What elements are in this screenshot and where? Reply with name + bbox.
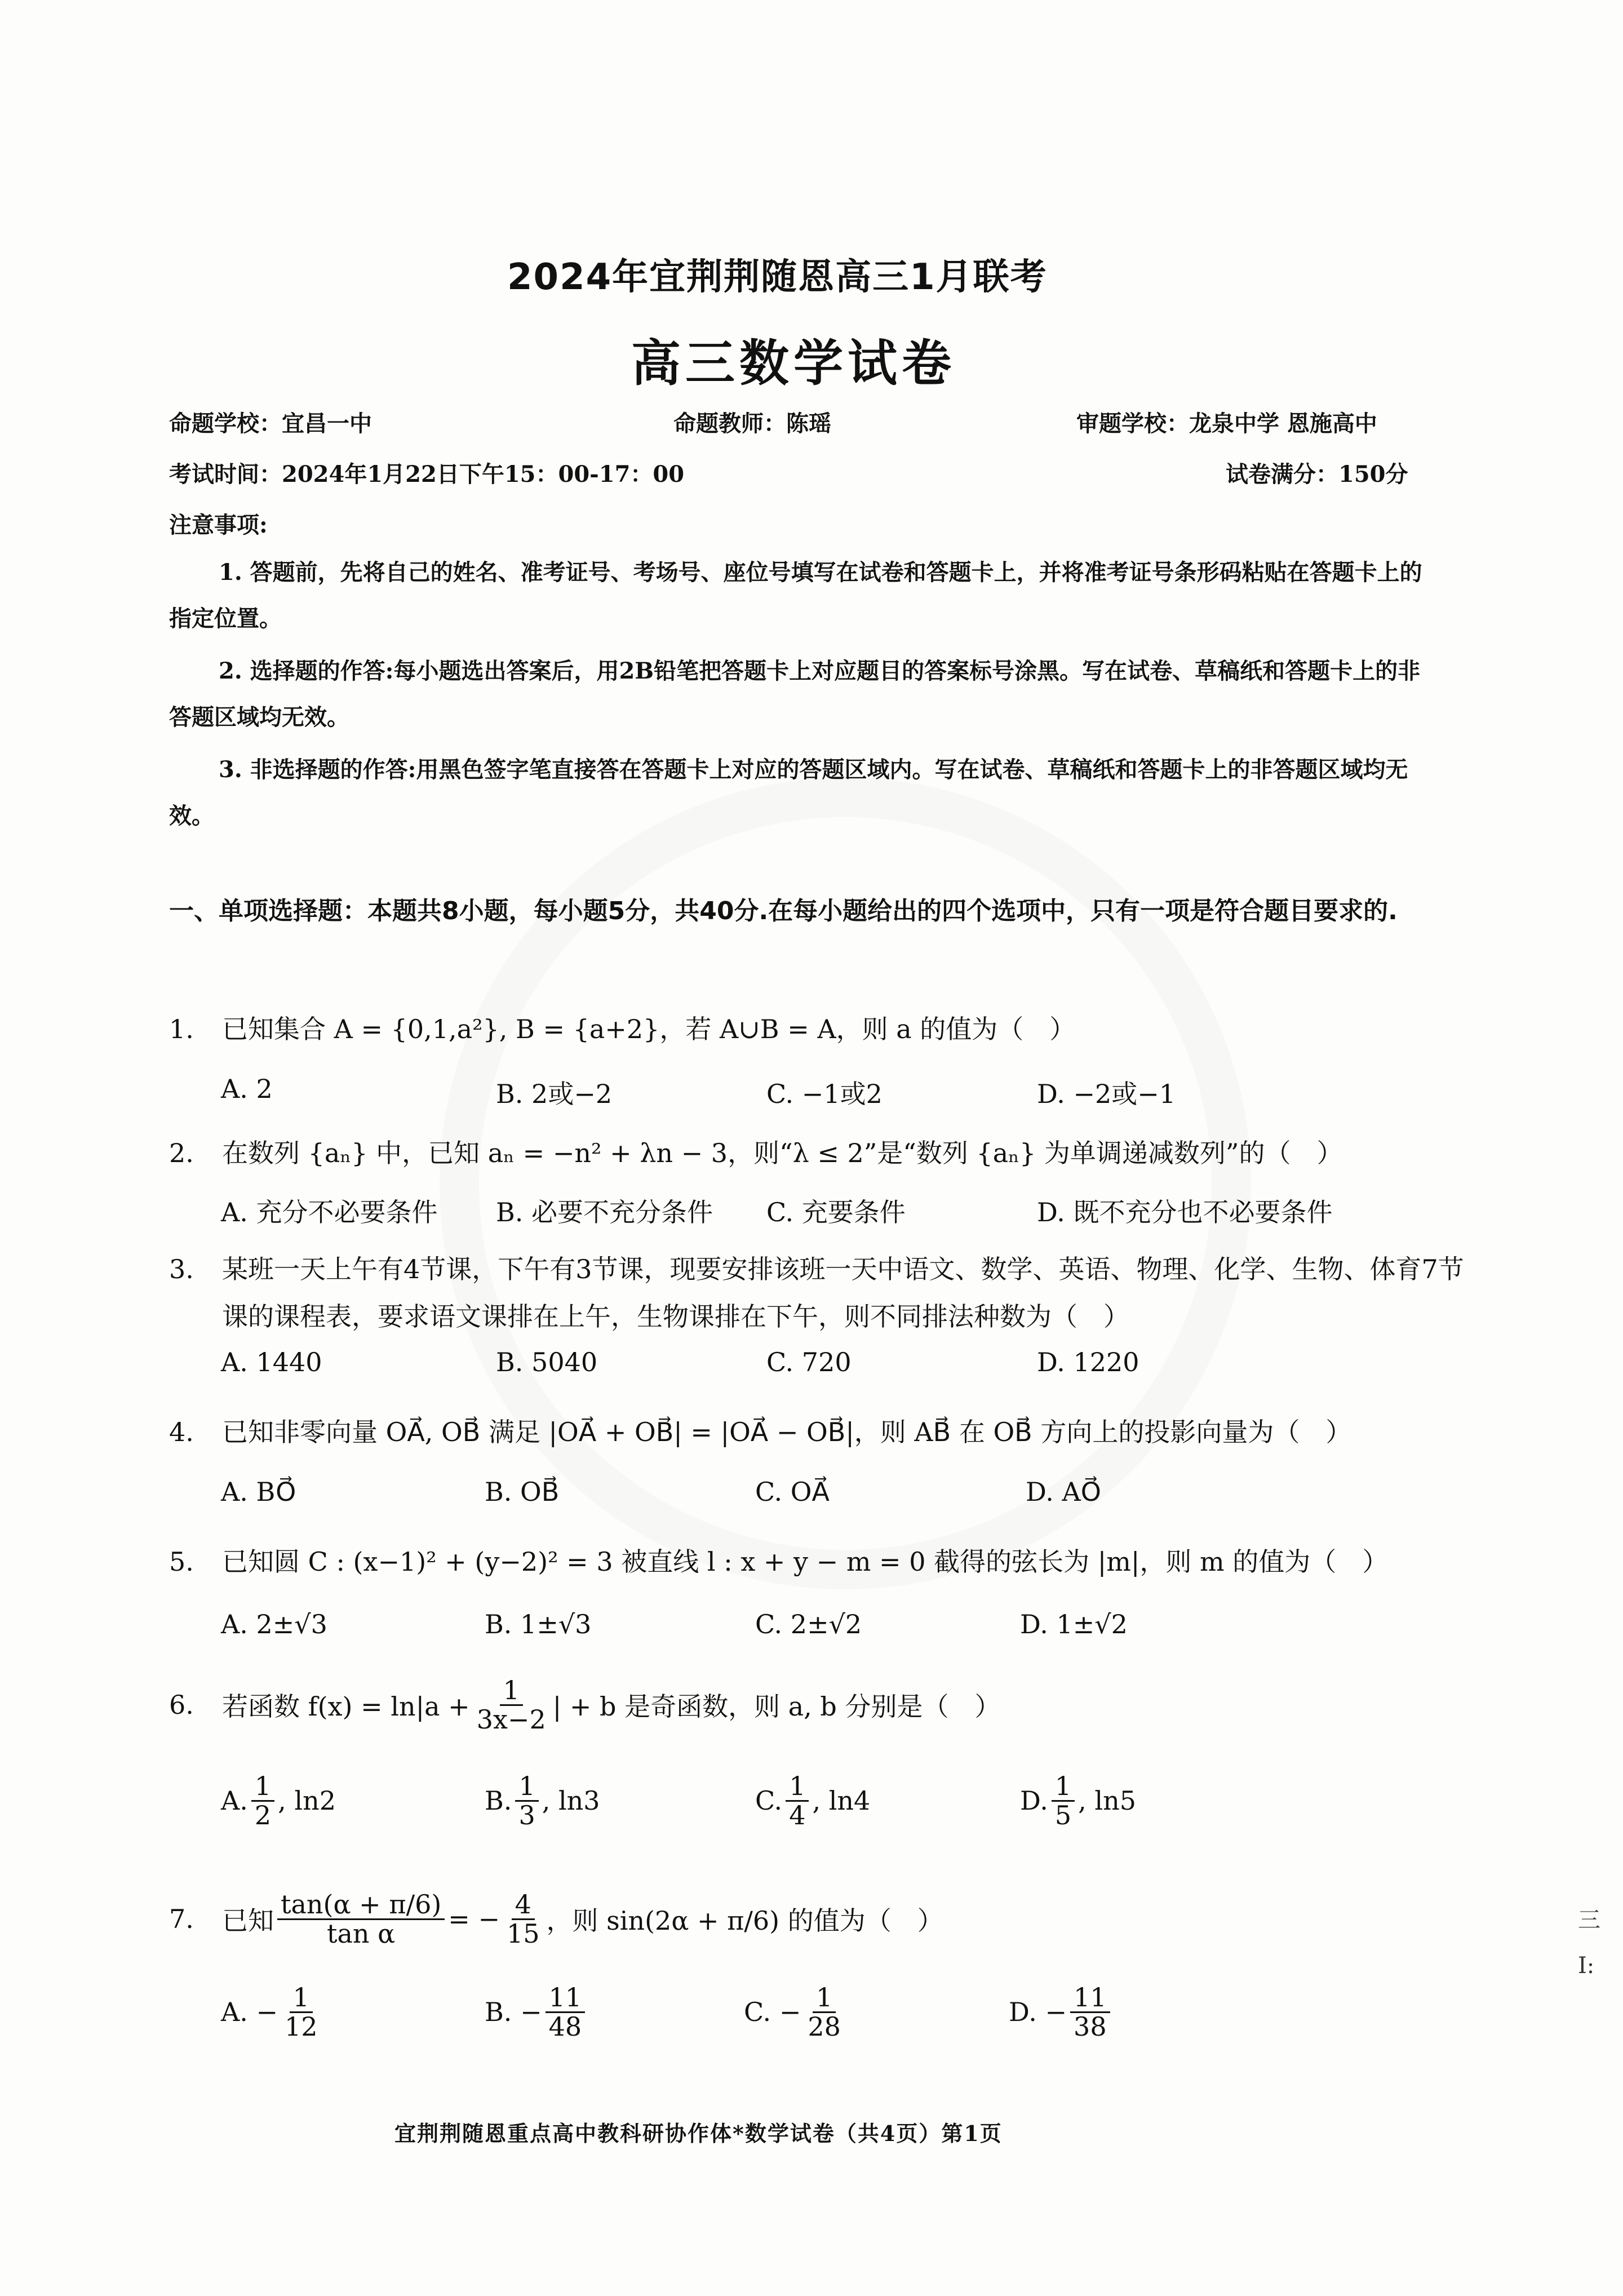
option-a: A. 1440: [221, 1347, 322, 1377]
fraction: $\frac{4}{15}$: [507, 1889, 540, 1949]
option-d: D. −2或−1: [1037, 1079, 1176, 1109]
option-d: D. 既不充分也不必要条件: [1037, 1197, 1333, 1227]
option-d: D. − $\frac{11}{38}$: [1009, 1975, 1114, 2049]
page-footer: 宜荆荆随恩重点高中教科研协作体*数学试卷（共4页）第1页: [394, 2121, 1003, 2146]
exam-title: 2024年宜荆荆随恩高三1月联考: [507, 256, 1048, 298]
option-c: C. − $\frac{1}{28}$: [744, 1982, 841, 2042]
reviewing-schools: 审题学校：龙泉中学 恩施高中: [1076, 410, 1377, 437]
question-stem: 在数列 {aₙ} 中，已知 aₙ = −n² + λn − 3，则“λ ≤ 2”是“数列 {aₙ} 为单调递减数列”的（ ）: [222, 1138, 1343, 1168]
option-d: D. $\frac{1}{5}$ , ln5: [1020, 1771, 1137, 1830]
proposing-teacher: 命题教师：陈瑶: [673, 410, 831, 437]
question-3: [169, 1245, 1479, 1340]
question-number: 3.: [169, 1254, 194, 1284]
proposing-school: 命题学校：宜昌一中: [169, 410, 372, 437]
option-a: A. 2: [221, 1074, 273, 1104]
option-c: C. 充要条件: [766, 1197, 906, 1227]
question-stem-end: ，则 sin(2α + π/6) 的值为（ ）: [546, 1905, 943, 1936]
question-stem-start: 若函数 f(x) = ln|a +: [222, 1691, 470, 1722]
question-number: 7.: [169, 1904, 194, 1934]
margin-mark: 三: [1578, 1907, 1600, 1933]
option-c: C. OA⃗: [755, 1477, 830, 1507]
option-b: B. 5040: [496, 1347, 598, 1377]
section-heading: 一、单项选择题：本题共8小题，每小题5分，共40分.在每小题给出的四个选项中，只有一项是符合题目要求的.: [169, 897, 1398, 925]
notice-item-3: 3. 非选择题的作答:用黑色签字笔直接答在答题卡上对应的答题区域内。写在试卷、草稿纸和答题卡上的非答题区域均无效。: [169, 756, 1408, 829]
question-stem: 已知圆 C : (x−1)² + (y−2)² = 3 被直线 l : x + y − m = 0 截得的弦长为 |m|，则 m 的值为（ ）: [222, 1546, 1389, 1577]
exam-subtitle: 高三数学试卷: [631, 334, 956, 392]
question-number: 1.: [169, 1014, 194, 1044]
notice-item-1: 1. 答题前，先将自己的姓名、准考证号、考场号、座位号填写在试卷和答题卡上，并将准考证号条形码粘贴在答题卡上的指定位置。: [169, 559, 1422, 632]
question-number: 4.: [169, 1417, 194, 1447]
question-7: 7. 已知 $\frac{\tan(\alpha + \pi/6)}{\text{tan α}}$ = − $\frac{4}{15}$ ，则 sin(2α + π/6) 的值为（ ）: [169, 1889, 943, 1949]
option-a: A. − $\frac{1}{12}$: [221, 1982, 318, 2042]
option-b: B. − $\frac{11}{48}$: [485, 1975, 588, 2049]
option-c: C. 720: [766, 1347, 852, 1377]
option-a: A. 充分不必要条件: [221, 1197, 438, 1227]
option-b: B. $\frac{1}{3}$ , ln3: [485, 1771, 600, 1830]
notice-item-2: 2. 选择题的作答:每小题选出答案后，用2B铅笔把答题卡上对应题目的答案标号涂黑。写在试卷、草稿纸和答题卡上的非答题区域均无效。: [169, 658, 1421, 730]
question-stem-end: | + b 是奇函数，则 a, b 分别是（ ）: [552, 1691, 1001, 1722]
question-stem: 某班一天上午有4节课，下午有3节课，现要安排该班一天中语文、数学、英语、物理、化学、生物、体育7节课的课程表，要求语文课排在上午，生物课排在下午，则不同排法种数为（ ）: [222, 1254, 1464, 1332]
option-a: A. 2±√3: [221, 1609, 327, 1639]
question-number: 2.: [169, 1138, 194, 1168]
question-2: [169, 1133, 1342, 1170]
option-d: D. AO⃗: [1026, 1477, 1101, 1507]
option-c: C. 2±√2: [755, 1609, 862, 1639]
question-1: [169, 1009, 1075, 1046]
question-4: [169, 1412, 1351, 1449]
fraction: $\frac{1}{3x-2}$: [476, 1675, 546, 1735]
option-b: B. 2或−2: [496, 1079, 613, 1109]
option-c: C. $\frac{1}{4}$ , ln4: [755, 1771, 871, 1830]
option-d: D. 1220: [1037, 1347, 1139, 1377]
option-a: A. BO⃗: [221, 1477, 296, 1507]
question-stem: 已知集合 A = {0,1,a²}, B = {a+2}，若 A∪B = A，则 a 的值为（ ）: [222, 1014, 1076, 1044]
option-d: D. 1±√2: [1020, 1609, 1128, 1639]
question-number: 6.: [169, 1690, 194, 1720]
margin-mark: I:: [1578, 1953, 1595, 1979]
option-a: A. $\frac{1}{2}$ , ln2: [221, 1771, 336, 1830]
option-b: B. 必要不充分条件: [496, 1197, 713, 1227]
exam-time: 考试时间：2024年1月22日下午15：00-17：00: [169, 461, 685, 487]
notice-heading: 注意事项:: [169, 512, 268, 538]
question-stem: 已知非零向量 OA⃗, OB⃗ 满足 |OA⃗ + OB⃗| = |OA⃗ − OB⃗|，则 AB⃗ 在 OB⃗ 方向上的投影向量为（ ）: [222, 1417, 1352, 1447]
option-b: B. OB⃗: [485, 1477, 560, 1507]
question-5: [169, 1541, 1388, 1579]
question-6: [169, 1668, 1000, 1741]
option-b: B. 1±√3: [485, 1609, 592, 1639]
option-c: C. −1或2: [766, 1079, 883, 1109]
total-score: 试卷满分：150分: [1226, 461, 1408, 487]
fraction: $\frac{\tan(\alpha + \pi/6)}{\text{tan α}}$: [277, 1891, 445, 1947]
question-number: 5.: [169, 1546, 194, 1577]
